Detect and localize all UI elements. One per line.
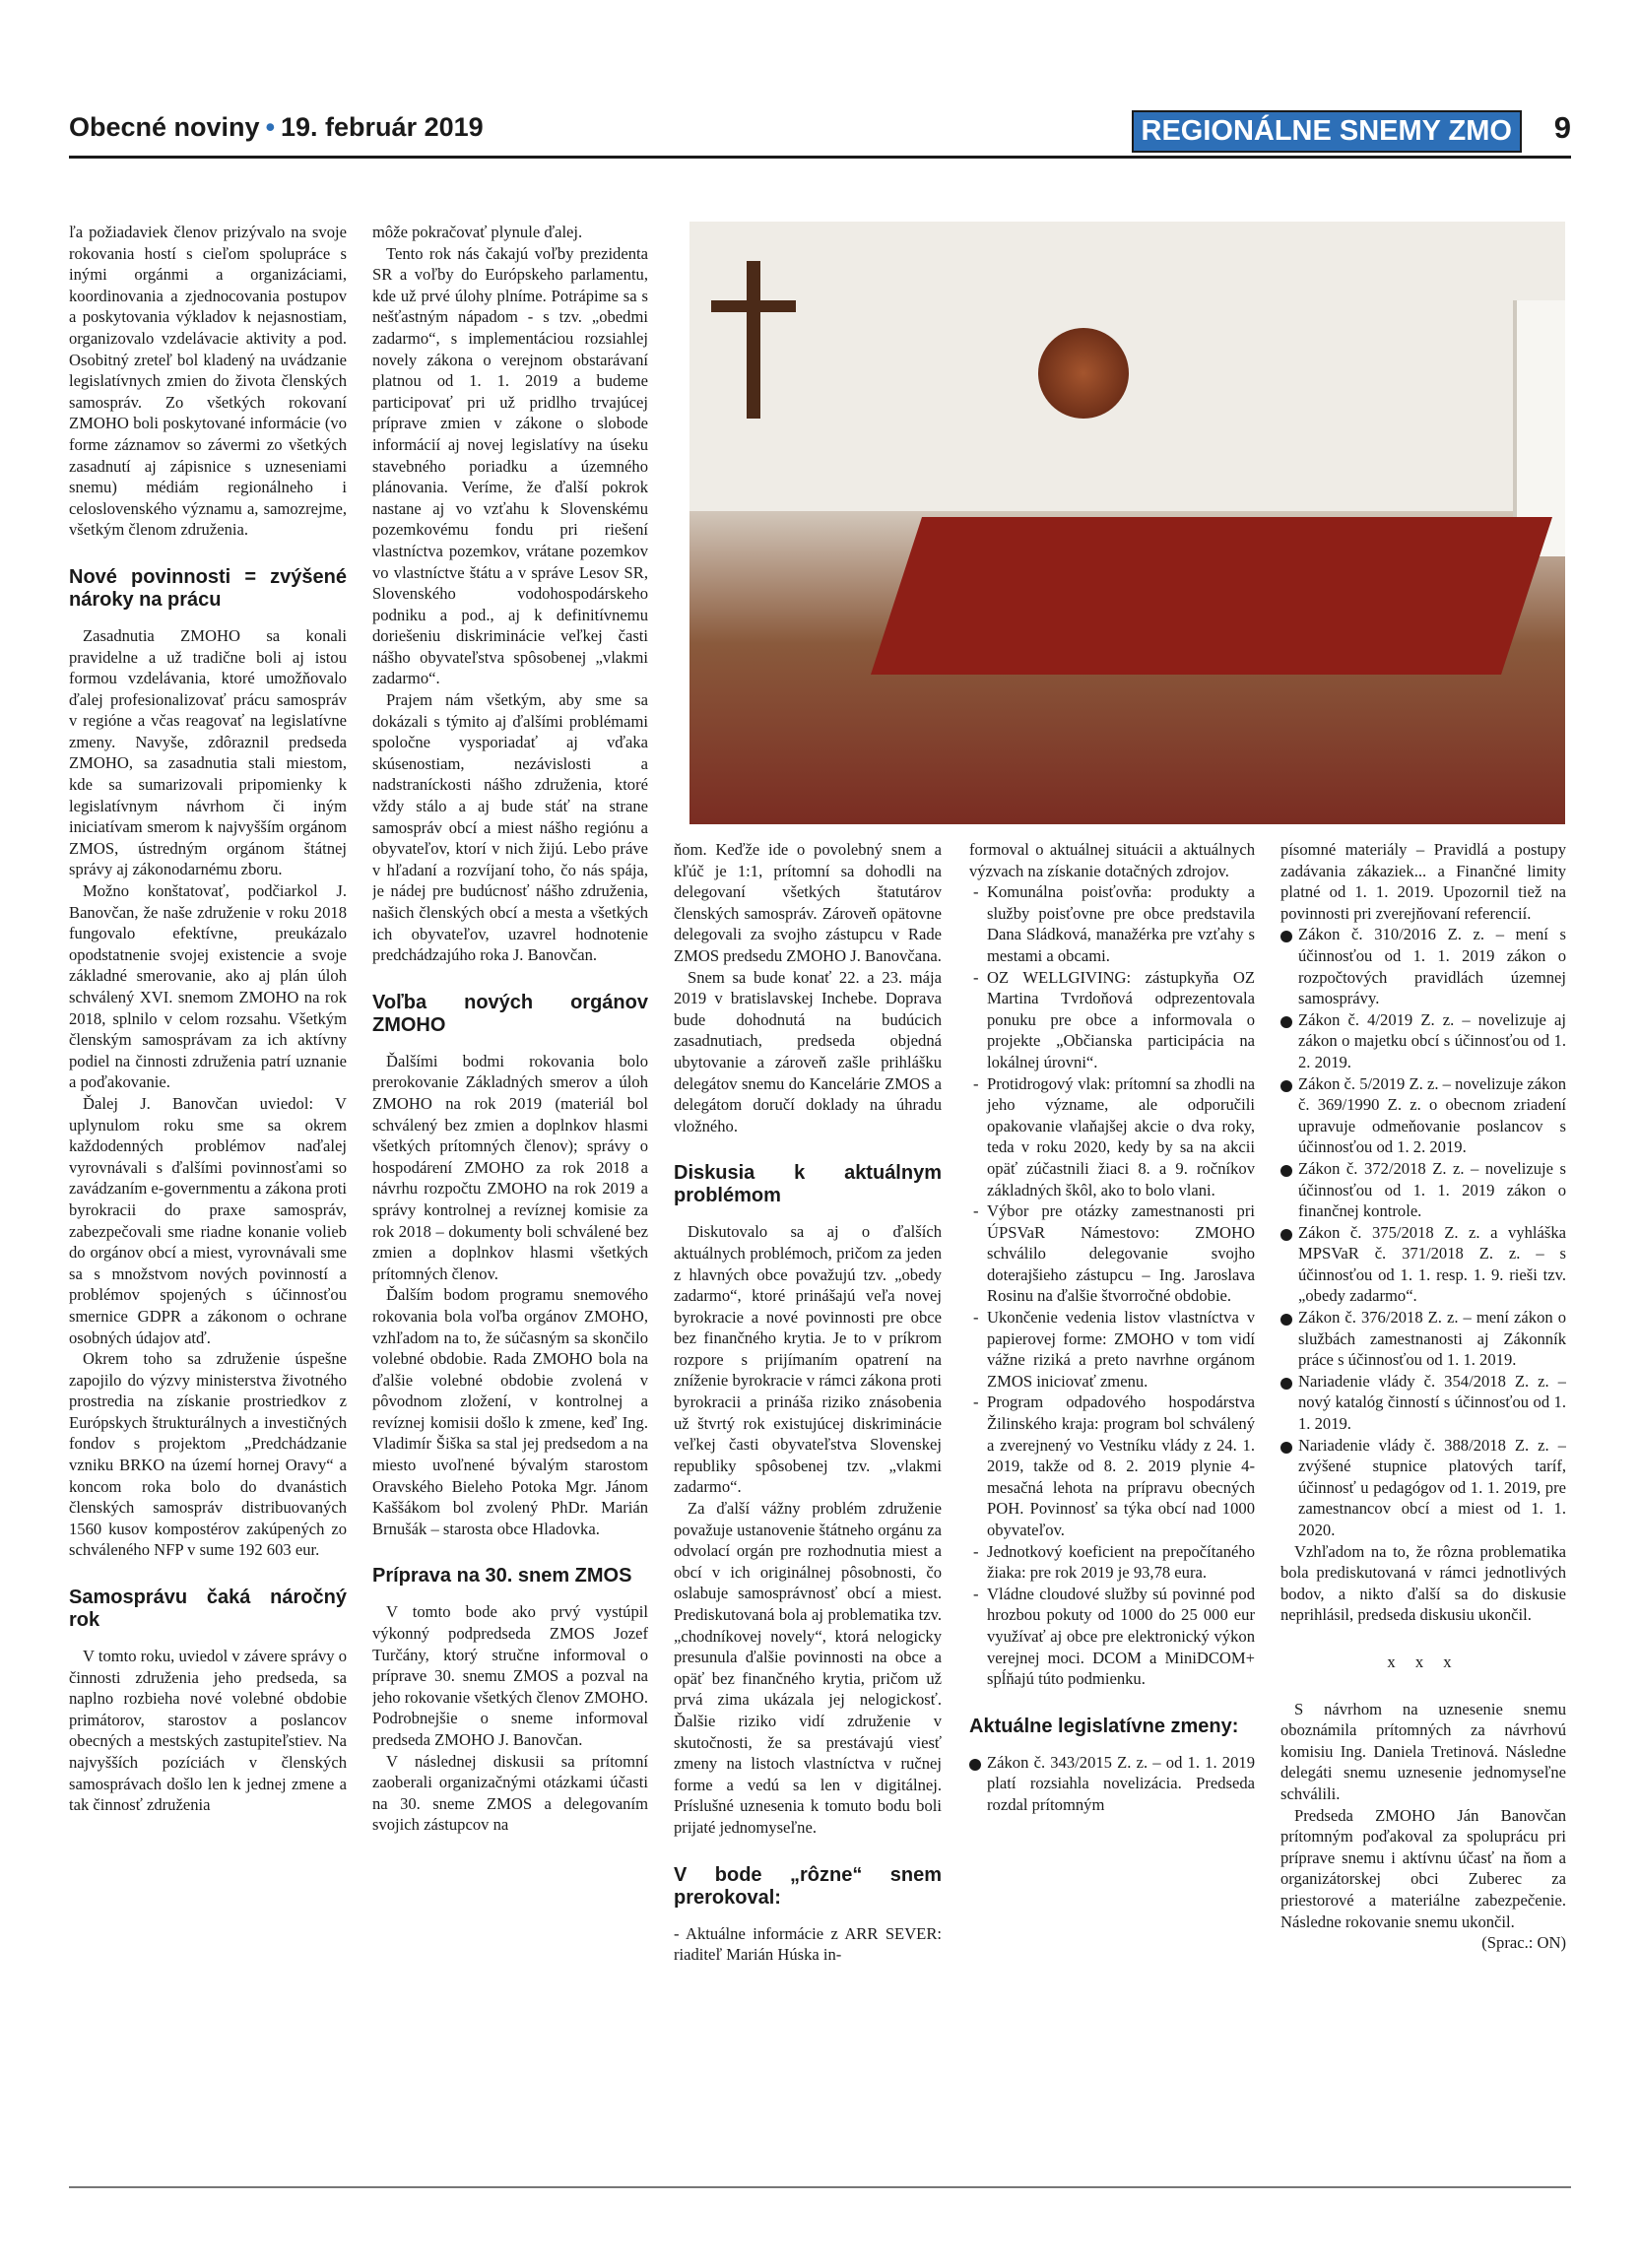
paragraph: môže pokračovať plynule ďalej. [372,223,583,241]
paragraph: písomné materiály – Pravidlá a postupy zadávania zákaziek... a Finančné limity platné od 1. 1. 2019. Upozornil tiež na povinnosti pri zverejňovaní referencií. [1280,840,1566,923]
subheading: Príprava na 30. snem ZMOS [372,1565,632,1588]
list-item: Zákon č. 343/2015 Z. z. – od 1. 1. 2019 platí rozsiahla novelizácia. Predseda rozdal prítomným [969,1752,1255,1816]
column-4 [969,839,1255,2167]
column-5 [1280,839,1566,2167]
paragraph: Diskutovalo sa aj o ďalších aktuálnych problémoch, pričom za jeden z hlavných obce považujú tzv. „obedy zadarmo“, ktoré prinášajú veľa novej byrokracie a nové povinnosti pre obce bez finančného krytia. Je to v príkrom rozpore s prijímaním opatrení na zníženie byrokracie v rámci zákona proti byrokracii a prináša riziko znásobenia už štvrtý rok existujúcej diskriminácie veľkej časti obyvateľstva Slovenskej republiky spôsobenej tzv. „vlakmi zadarmo“. [674,1222,942,1497]
legislation-list [1280,924,1566,1540]
paragraph: Ďalšími bodmi rokovania bolo prerokovanie Základných smerov a úloh ZMOHO na rok 2019 (materiál bol schválený bez zmien a doplnkov hlasmi všetkých prítomných členov); správy o hospodárení ZMOHO za rok 2018 a návrhu rozpočtu ZMOHO na rok 2019 a správy kontrolnej a revíznej komisie za rok 2018 – dokumenty boli schválené bez zmien a doplnkov hlasmi všetkých prítomných členov. [372,1051,648,1283]
subheading: Nové povinnosti = zvýšené nároky na prácu [69,565,347,611]
section-separator: x x x [1387,1652,1460,1671]
list-item: - Výbor pre otázky zamestnanosti pri ÚPSVaR Námestovo: ZMOHO schválilo delegovanie svojho doterajšieho zástupcu – Ing. Jaroslava Rosinu na ďalšie štvorročné obdobie. [969,1200,1255,1307]
paragraph: ľa požiadaviek členov prizývalo na svoje rokovania hostí s cieľom spolupráce s inými orgánmi a organizáciami, koordinovania a zjednocovania postupov a poskytovania výkladov k nejasnostiam, organizovalo vzdelávacie aktivity a pod. Osobitný zreteľ bol kladený na uvádzanie legislatívnych zmien do života členských samospráv. Zo všetkých rokovaní ZMOHO boli poskytované informácie (vo forme záznamov so závermi zo všetkých zasadnutí aj zápisnice s uzneseniami snemu) médiám regionálneho i celoslovenského významu a, samozrejme, všetkým členom združenia. [69,223,347,540]
paragraph: Okrem toho sa združenie úspešne zapojilo do výzvy ministerstva životného prostredia na získanie prostriedkov z Európskych štrukturálnych a investičných fondov s projektom „Predchádzanie vzniku BRKO na území hornej Oravy“ a koncom roka bolo do dvanástich členských samospráv distribuovaných 1560 kusov kompostérov zakúpených zo schváleného NFP v sume 192 603 eur. [69,1349,347,1560]
list-item: Zákon č. 376/2018 Z. z. – mení zákon o službách zamestnanosti aj Zákonník práce s účinnosťou od 1. 1. 2019. [1280,1307,1566,1371]
list-item: - Ukončenie vedenia listov vlastníctva v papierovej forme: ZMOHO v tom vidí vážne riziká a preto navrhne orgánom ZMOS iniciovať zmenu. [969,1307,1255,1392]
masthead [69,110,1571,159]
paragraph: Ďalej J. Banovčan uviedol: V uplynulom roku sme sa okrem každodenných problémov naďalej vyrovnávali s ďalšími povinnosťami so zavádzaním e-governmentu a zákona proti byrokracii do praxe samospráv, zabezpečovali sme riadne konanie volieb do orgánov obcí a miest, vyrovnávali sme sa s množstvom nových povinností a problémov spojených s účinnosťou smernice GDPR a zákonom o ochrane osobných údajov atď. [69,1093,347,1347]
legislation-list [969,1752,1255,1816]
issue-date: 19. február 2019 [281,112,484,142]
paragraph: Zasadnutia ZMOHO sa konali pravidelne a už tradične boli aj istou formou vzdelávania, ktoré umožňovalo ďalej profesionalizovať prácu samospráv v regióne a včas reagovať na legislatívne zmeny. Navyše, zdôraznil predseda ZMOHO, sa zasadnutia stali miestom, kde sa sumarizovali pripomienky k legislatívnym návrhom či iným iniciatívam smerom k najvyšším orgánom ZMOS, ústredným orgánom štátnej správy aj zákonodarnému zboru. [69,625,347,879]
subheading: Voľba nových orgánov ZMOHO [372,991,648,1036]
publication-header [69,112,484,143]
list-item: - Protidrogový vlak: prítomní sa zhodli na jeho význame, ale odporučili opakovanie vlaňajšej akcie o dva roky, teda v roku 2020, kedy by sa na akcii opäť zúčastnili žiaci 8. a 9. ročníkov základných škôl, ako to bolo vlani. [969,1073,1255,1201]
agenda-list [969,881,1255,1690]
paragraph: ňom. Keďže ide o povolebný snem a kľúč je 1:1, prítomní sa dohodli na delegovaní všetkých štatutárov členských samospráv. Zároveň opätovne delegovali za svojho zástupcu v Rade ZMOS predsedu ZMOHO J. Banovčana. [674,840,942,965]
column-3 [674,839,942,2167]
paragraph: Ďalším bodom programu snemového rokovania bola voľba orgánov ZMOHO, vzhľadom na to, že súčasným sa skončilo volebné obdobie. Rada ZMOHO bola na ďalšie volebné obdobie zvolená v pôvodnom zložení, v kontrolnej a revíznej komisii došlo k zmene, keď Ing. Vladimír Šiška sa stal jej predsedom a na miesto uvoľnené bývalým starostom Oravského Bieleho Potoka Mgr. Jánom Kaššákom bol zvolený PhDr. Marián Brnušák – starosta obce Hladovka. [372,1285,648,1538]
column-2 [372,222,648,2167]
list-item: - OZ WELLGIVING: zástupkyňa OZ Martina Tvrdoňová odprezentovala ponuku pre obce a informovala o projekte „Občianska participácia na lokálnej úrovni“. [969,967,1255,1073]
paragraph: Tento rok nás čakajú voľby prezidenta SR a voľby do Európskeho parlamentu, kde už prvé úlohy plníme. Potrápime sa s nešťastným nápadom - s tzv. „obedmi zadarmo“, s implementáciou rozsiahlej novely zákona o verejnom obstarávaní platnou od 1. 1. 2019 a budeme participovať pri už pridlho trvajúcej príprave zmien v zákone o slobode informácií aj novej legislatívy na úseku stavebného poriadku a územného plánovania. Veríme, že ďalší pokrok nastane aj vo vzťahu k Slovenskému pozemkovému fondu pri riešení vlastníctva pozemkov, vrátane pozemkov vo vlastníctve štátu a v správe Lesov SR, Slovenského vodohospodárskeho podniku a pod., aj k definitívnemu doriešeniu diskriminácie veľkej časti nášho obyvateľstva spôsobenej „vlakmi zadarmo“. [372,243,648,688]
list-item: Zákon č. 372/2018 Z. z. – novelizuje s účinnosťou od 1. 1. 2019 zákon o finančnej kontrole. [1280,1158,1566,1222]
subheading: V bode „rôzne“ snem prerokoval: [674,1863,942,1909]
column-1 [69,222,347,2167]
paragraph: V tomto roku, uviedol v závere správy o činnosti združenia jeho predseda, sa naplno rozbieha nové volebné obdobie primátorov, starostov a poslancov obecných a mestských zastupiteľstiev. Na najvyšších pozíciách v členských samosprávach došlo len k jednej zmene a tak činnosť združenia [69,1647,347,1815]
page-number: 9 [1553,110,1571,145]
separator-dot: • [265,112,276,142]
list-item: Zákon č. 375/2018 Z. z. a vyhláška MPSVaR č. 371/2018 Z. z. – s účinnosťou od 1. 1. resp. 1. 9. rieši tzv. „obedy zadarmo“. [1280,1222,1566,1307]
crucifix-icon [747,261,760,419]
list-item: Nariadenie vlády č. 388/2018 Z. z. – zvýšené stupnice platových taríf, účinnosť u pedagógov od 1. 1. 2019, pre zamestnancov obcí a miest od 1. 1. 2020. [1280,1435,1566,1541]
paragraph: Predseda ZMOHO Ján Banovčan prítomným poďakoval za spoluprácu pri príprave snemu i aktívnu účasť na ňom a organizátorskej obci Zuberec za priestorové a materiálne zabezpečenie. Následne rokovanie snemu ukončil. [1280,1805,1566,1931]
subheading: Diskusia k aktuálnym problémom [674,1162,942,1207]
paragraph: Možno konštatovať, podčiarkol J. Banovčan, že naše združenie v roku 2018 fungovalo efektívne, preukázalo opodstatnenie svojej existencie a svoje základné smerovanie, ako aj plán úloh schválený XVI. snemom ZMOHO na rok 2018, splnilo v celom rozsahu. Všetkým členským samosprávam za ich aktívny podiel na činnosti združenia patrí uznanie a poďakovanie. [69,881,347,1092]
author-signoff: (Sprac.: ON) [1481,1933,1566,1953]
publication-name: Obecné noviny [69,112,260,142]
paragraph: Vzhľadom na to, že rôzna problematika bola prediskutovaná v rámci jednotlivých bodov, a nikto ďalší sa do diskusie neprihlásil, predseda diskusiu ukončil. [1280,1541,1566,1625]
list-item: Zákon č. 5/2019 Z. z. – novelizuje zákon č. 369/1990 Z. z. o obecnom zriadení upravuje odmeňovanie poslancov s účinnosťou od 1. 2. 2019. [1280,1073,1566,1158]
list-item: - Program odpadového hospodárstva Žilinského kraja: program bol schválený a zverejnený vo Vestníku vlády z 24. 1. 2019, takže od 8. 2. 2019 plynie 4-mesačná lehota na prípravu obecných POH. Povinnosť sa týka obcí nad 1000 obyvateľov. [969,1392,1255,1540]
subheading: Samosprávu čaká náročný rok [69,1587,347,1632]
list-item: - Vládne cloudové služby sú povinné pod hrozbou pokuty od 1000 do 25 000 eur využívať aj obce pre elektronický výkon verejnej moci. DCOM a MiniDCOM+ spĺňajú túto podmienku. [969,1584,1255,1690]
paragraph: Prajem nám všetkým, aby sme sa dokázali s týmito aj ďalšími problémami spoločne vysporiadať aj vďaka skúsenostiam, nezávislosti a nadstraníckosti nášho združenia, ktoré vždy stálo a aj bude stáť na strane samospráv obcí a miest nášho regiónu a obyvateľov, ktorí v nich žijú. Lebo práve v hľadaní a rozvíjaní toho, čo nás spája, je nádej pre budúcnosť nášho združenia, našich členských obcí a mesta a všetkých ich obyvateľov, uzavrel hodnotenie predchádzajúho roka J. Banovčan. [372,690,648,965]
list-item: Zákon č. 310/2016 Z. z. – mení s účinnosťou od 1. 1. 2019 zákon o rozpočtových pravidlách územnej samosprávy. [1280,924,1566,1008]
list-item: - Jednotkový koeficient na prepočítaného žiaka: pre rok 2019 je 93,78 eura. [969,1541,1255,1584]
footer-rule [69,2186,1571,2188]
paragraph: - Aktuálne informácie z ARR SEVER: riaditeľ Marián Húska in- [674,1923,942,1965]
paragraph: V následnej diskusii sa prítomní zaoberali organizačnými otázkami účasti na 30. sneme ZMOS a delegovaním svojich zástupcov na [372,1751,648,1835]
paragraph: S návrhom na uznesenie snemu oboznámila prítomných za návrhovú komisiu Ing. Daniela Tretinová. Následne delegáti snemu uznesenie jednomyseľne schválili. [1280,1699,1566,1803]
list-item: Nariadenie vlády č. 354/2018 Z. z. – nový katalóg činností s účinnosťou od 1. 1. 2019. [1280,1371,1566,1435]
paragraph: formoval o aktuálnej situácii a aktuálnych výzvach na získanie dotačných zdrojov. [969,840,1255,880]
paragraph: Snem sa bude konať 22. a 23. mája 2019 v bratislavskej Inchebe. Doprava bude dohodnutá na budúcich zasadnutiach, predseda objedná ubytovanie a zároveň zašle prihlášku delegátov snemu do Kancelárie ZMOS a delegátom doručí doklady na úhradu vložného. [674,967,942,1135]
meeting-table [871,517,1552,675]
section-title: REGIONÁLNE SNEMY ZMO [1132,110,1523,153]
subheading: Aktuálne legislatívne zmeny: [969,1715,1239,1737]
crucifix-beam [711,300,796,312]
paragraph: V tomto bode ako prvý vystúpil výkonný podpredseda ZMOS Jozef Turčány, ktorý stručne informoval o príprave 30. snemu ZMOS a pozval na jeho rokovanie všetkých členov ZMOHO. Podrobnejšie o sneme informoval predseda ZMOHO J. Banovčan. [372,1602,648,1749]
list-item: Zákon č. 4/2019 Z. z. – novelizuje aj zákon o majetku obcí s účinnosťou od 1. 2. 2019. [1280,1009,1566,1073]
meeting-photo [689,222,1565,824]
wall-plaque-icon [1038,328,1129,419]
list-item: - Komunálna poisťovňa: produkty a služby poisťovne pre obce predstavila Dana Sládková, manažérka pre vzťahy s mestami a obcami. [969,881,1255,966]
paragraph: Za ďalší vážny problém združenie považuje ustanovenie štátneho orgánu za odvolací orgán pre rozhodnutia miest a obcí v ich originálnej pôsobnosti, čo oslabuje samosprávnosť obcí a miest. Prediskutovaná bola aj problematika tzv. „chodníkovej novely“, ktorá nelogicky presunula ďalšie povinnosti na obce a opäť bez finančného krytia, pričom už prvá zima ukázala jej nelogickosť. Ďalšie riziko vidí združenie v skutočnosti, že sa prestávajú viesť zmeny na listoch vlastníctva v ručnej forme a vedú sa len v digitálnej. Príslušné uznesenia k tomuto bodu boli prijaté jednomyseľne. [674,1499,942,1837]
